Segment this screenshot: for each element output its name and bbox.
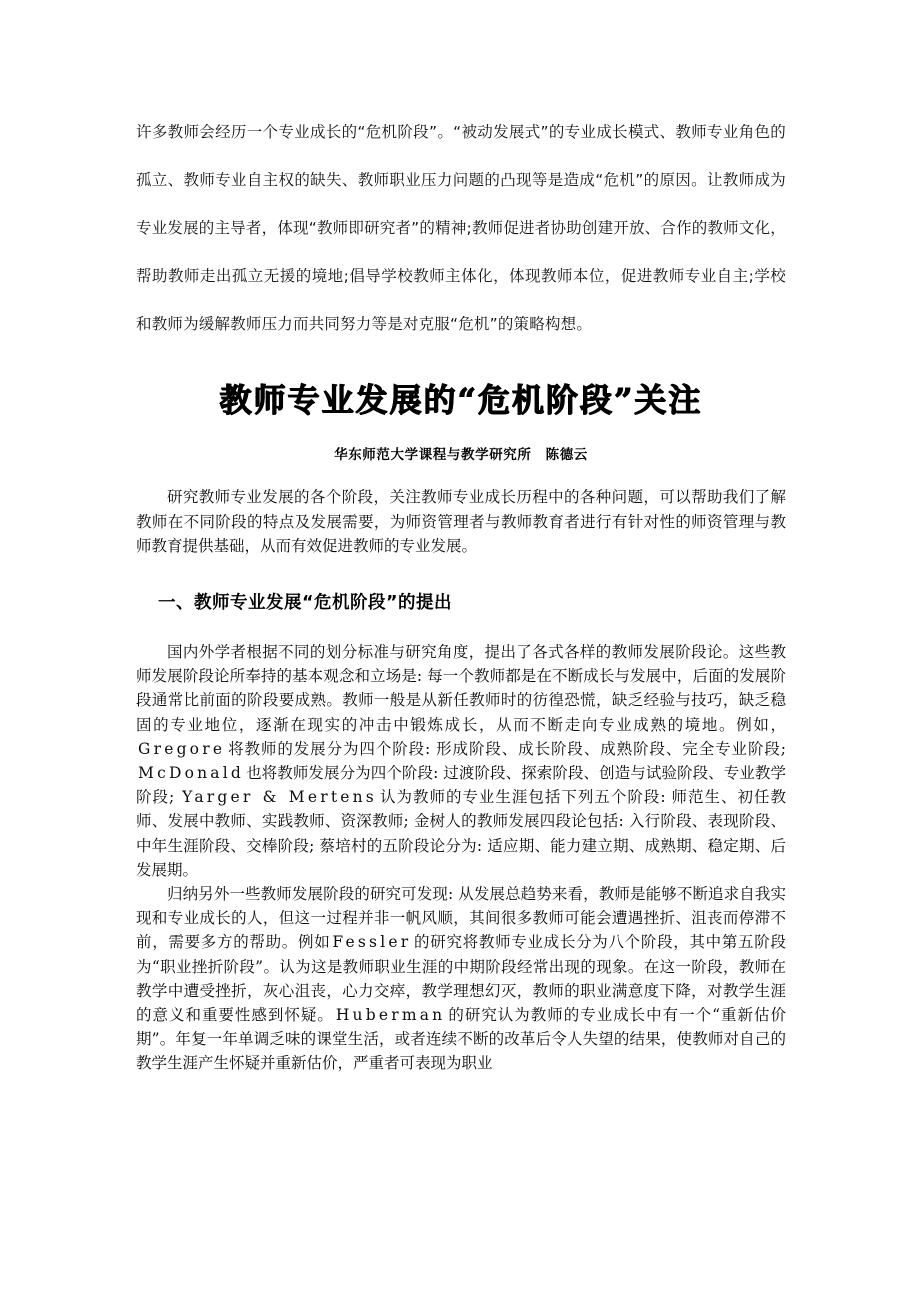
abstract-paragraph: 许多教师会经历一个专业成长的“危机阶段”。“被动发展式”的专业成长模式、教师专业角色的孤立、教师专业自主权的缺失、教师职业压力问题的凸现等是造成“危机”的原因。让教师成为专业发展的主导者，体现“教师即研究者”的精神;教师促进者协助创建开放、合作的教师文化，帮助教师走出孤立无援的境地;倡导学校教师主体化，体现教师本位，促进教师专业自主;学校和教师为缓解教师压力而共同努力等是对克服“危机”的策略构想。 xyxy=(136,123,786,333)
paragraph-text: 归纳另外一些教师发展阶段的研究可发现: 从发展总趋势来看，教师是能够不断追求自我实现和专业成长的人，但这一过程并非一帆风顺，其间很多教师可能会遭遇挫折、沮丧而停滞不前，需要多方的帮助。例如 xyxy=(136,884,786,952)
paragraph-text: 的研究将教师专业成长分为八个阶段，其中第五阶段为“职业挫折阶段”。认为这是教师职业生涯的中期阶段经常出现的现象。在这一阶段，教师在教学中遭受挫折，灰心沮丧，心力交瘁，教学理想幻灭，教师的职业满意度下降，对教学生涯的意义和重要性感到怀疑。 xyxy=(136,933,786,1024)
page-title: 教师专业发展的“危机阶段”关注 xyxy=(219,381,703,419)
latin-name: Huberman xyxy=(335,1005,446,1024)
paragraph-text: 认为教师的专业生涯包括下列五个阶段: 师范生、初任教师、发展中教师、实践教师、资深教师; 金树人的教师发展四段论包括: 入行阶段、表现阶段、中年生涯阶段、交棒阶段; 蔡培村的五阶段论分为: 适应期、能力建立期、成熟期、稳定期、后发展期。 xyxy=(136,788,787,879)
lead-paragraph: 研究教师专业发展的各个阶段，关注教师专业成长历程中的各种问题，可以帮助我们了解教师在不同阶段的特点及发展需要，为师资管理者与教师教育者进行有针对性的师资管理与教师教育提供基础，从而有效促进教师的专业发展。 xyxy=(136,488,786,556)
latin-name: Fessler xyxy=(332,933,412,952)
paragraph-text: 也将教师发展分为四个阶段: 过渡阶段、探索阶段、创造与试验阶段、专业教学阶段; xyxy=(136,763,786,807)
body-paragraph xyxy=(136,640,786,882)
page-content xyxy=(136,0,786,1076)
paragraph-text: 将教师的发展分为四个阶段: 形成阶段、成长阶段、成熟阶段、完全专业阶段; xyxy=(227,739,786,758)
body-text-block xyxy=(136,640,786,1076)
latin-name: McDonald xyxy=(138,763,245,782)
latin-name: Gregore xyxy=(138,739,226,758)
author-byline: 华东师范大学课程与教学研究所 陈德云 xyxy=(334,447,588,464)
paragraph-text: 国内外学者根据不同的划分标准与研究角度，提出了各式各样的教师发展阶段论。这些教师发展阶段论所奉持的基本观念和立场是: 每一个教师都是在不断成长与发展中，后面的发展阶段通常比前面的阶段要成熟。教师一般是从新任教师时的彷徨恐慌，缺乏经验与技巧，缺乏稳固的专业地位，逐渐在现实的冲击中锻炼成长，从而不断走向专业成熟的境地。例如， xyxy=(136,642,786,734)
latin-name: Yarger & Mertens xyxy=(182,788,377,807)
body-paragraph xyxy=(136,882,786,1076)
section-heading-1: 一、教师专业发展“危机阶段”的提出 xyxy=(158,592,453,613)
paragraph-text: 的研究认为教师的专业成长中有一个“重新估价期”。年复一年单调乏味的课堂生活，或者连续不断的改革后令人失望的结果，使教师对自己的教学生涯产生怀疑并重新估价，严重者可表现为职业 xyxy=(136,1005,786,1073)
